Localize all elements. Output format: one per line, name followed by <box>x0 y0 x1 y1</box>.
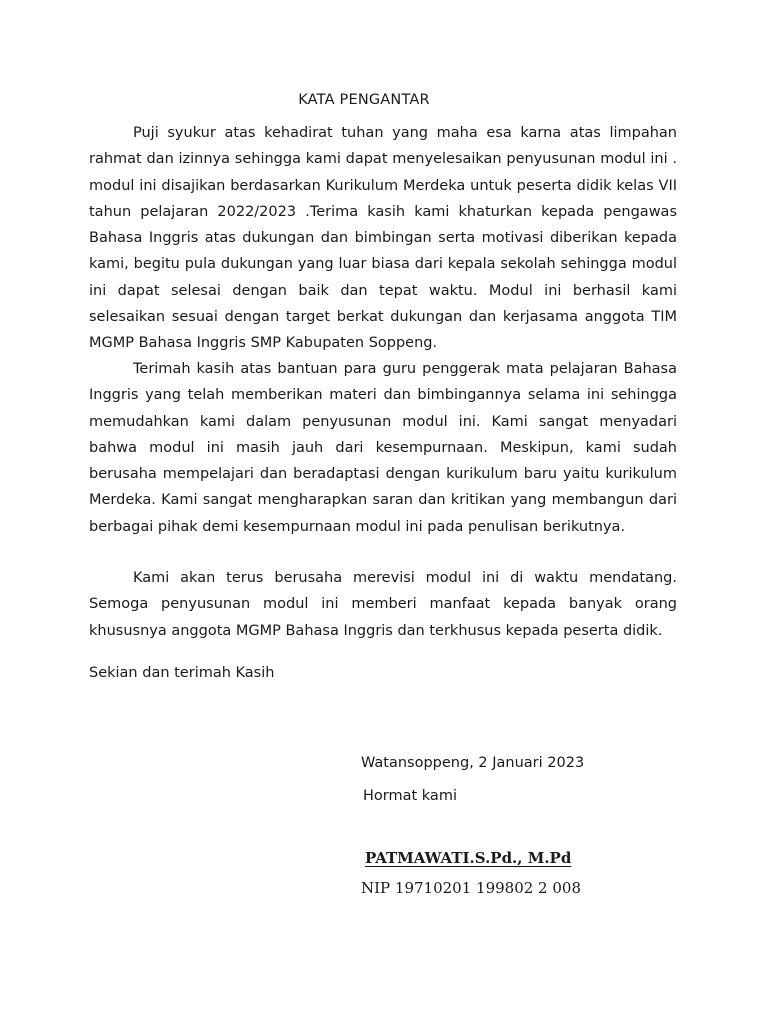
paragraph-2: Terimah kasih atas bantuan para guru penggerak mata pelajaran Bahasa Inggris yang telah memberikan materi dan bimbingannya selama ini sehingga memudahkan kami dalam penyusunan modul ini. Kami sangat menyadari bahwa modul ini masih jauh dari kesempurnaan. Meskipun, kami sudah berusaha mempelajari dan beradaptasi dengan kurikulum baru yaitu kurikulum Merdeka. Kami sangat mengharapkan saran dan kritikan yang membangun dari berbagai pihak demi kesempurnaan modul ini pada penulisan berikutnya. <box>89 361 677 535</box>
respect-line: Hormat kami <box>363 788 457 804</box>
closing-line: Sekian dan terimah Kasih <box>89 665 275 681</box>
signatory-nip: NIP 19710201 199802 2 008 <box>361 879 581 897</box>
place-date: Watansoppeng, 2 Januari 2023 <box>361 755 585 771</box>
paragraph-3: Kami akan terus berusaha merevisi modul ini di waktu mendatang. Semoga penyusunan modul ini memberi manfaat kepada banyak orang khususnya anggota MGMP Bahasa Inggris dan terkhusus kepada peserta didik. <box>89 570 677 639</box>
paragraph-1: Puji syukur atas kehadirat tuhan yang maha esa karna atas limpahan rahmat dan izinnya sehingga kami dapat menyelesaikan penyusunan modul ini . modul ini disajikan berdasarkan Kurikulum Merdeka untuk peserta didik kelas VII tahun pelajaran 2022/2023 .Terima kasih kami khaturkan kepada pengawas Bahasa Inggris atas dukungan dan bimbingan serta motivasi diberikan kepada kami, begitu pula dukungan yang luar biasa dari kepala sekolah sehingga modul ini dapat selesai dengan baik dan tepat waktu. Modul ini berhasil kami selesaikan sesuai dengan target berkat dukungan dan kerjasama anggota TIM MGMP Bahasa Inggris SMP Kabupaten Soppeng. <box>89 125 677 352</box>
document-title: KATA PENGANTAR <box>298 92 430 108</box>
signatory-name: PATMAWATI.S.Pd., M.Pd <box>365 849 572 867</box>
